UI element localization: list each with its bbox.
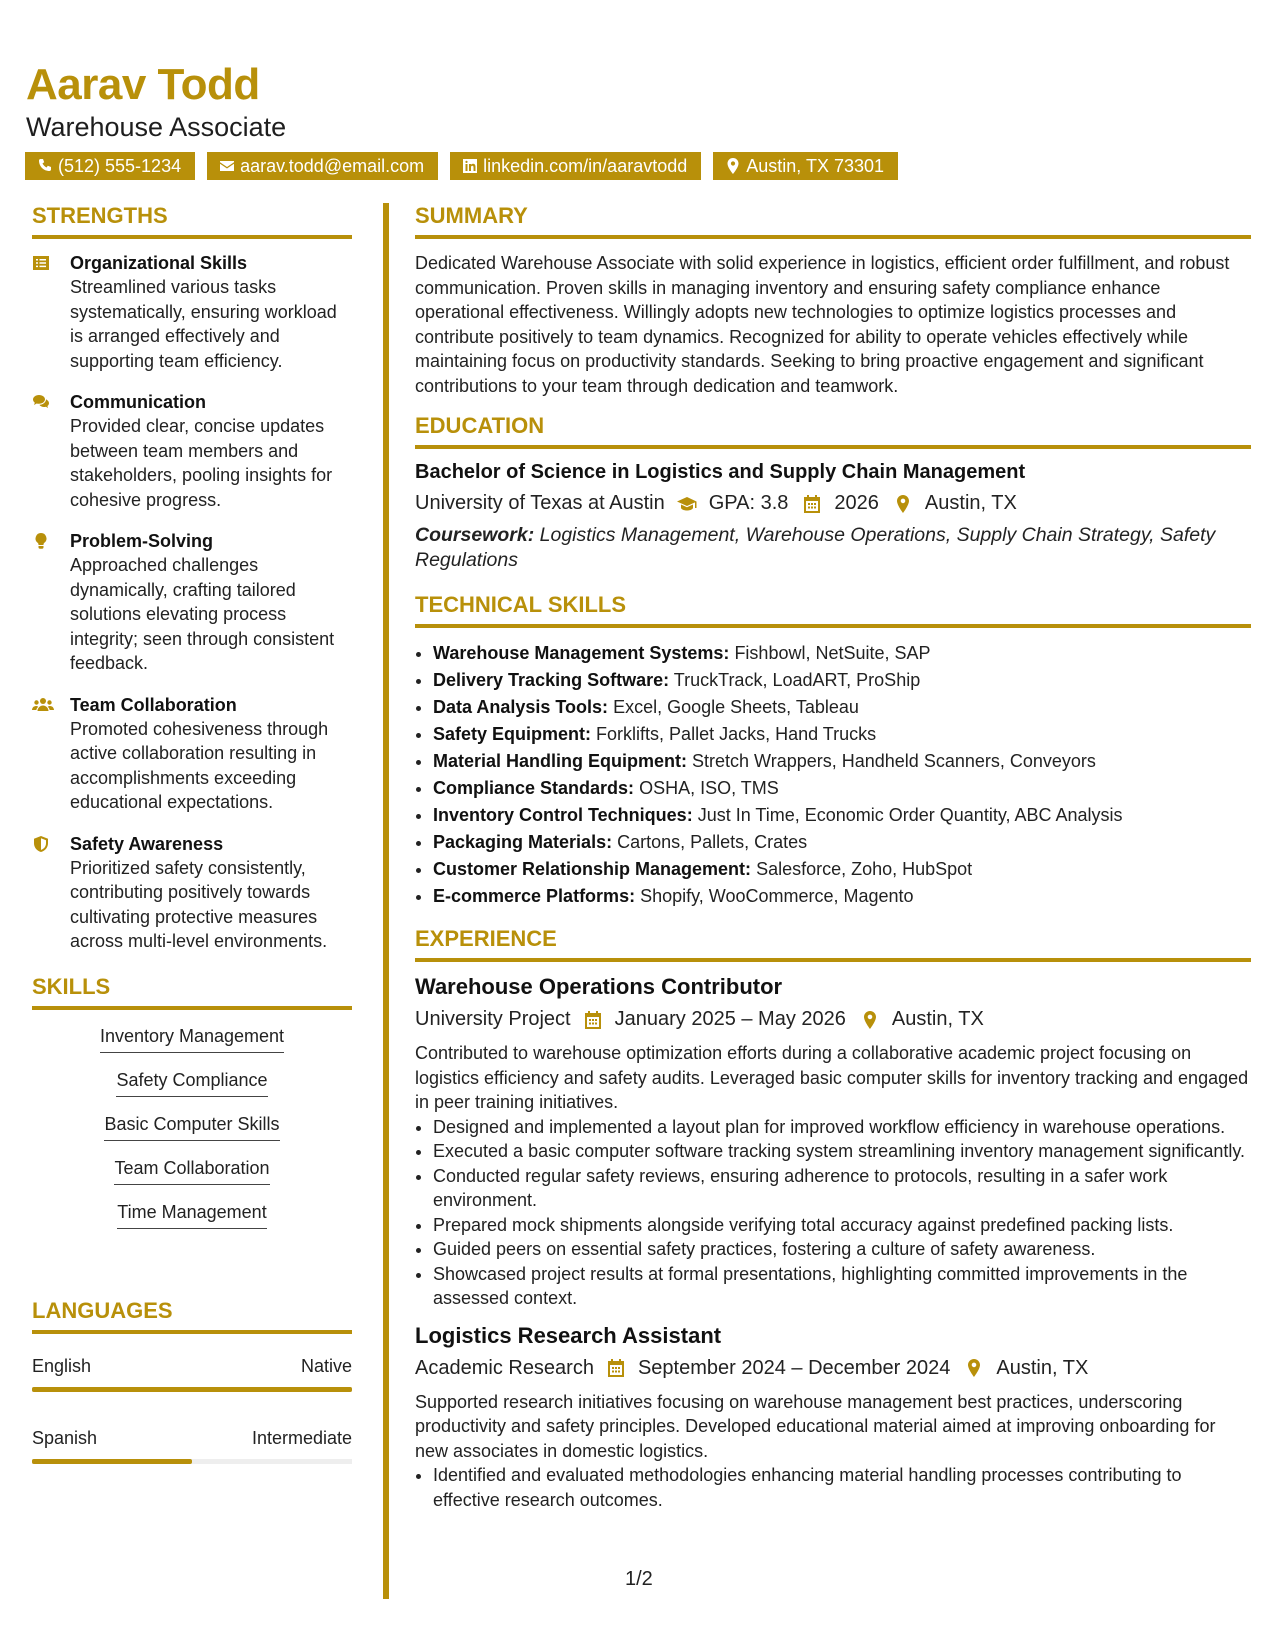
strength-item <box>32 390 352 512</box>
language-level: Native <box>300 1355 352 1376</box>
calendar-icon <box>583 1010 603 1030</box>
coursework <box>415 523 1251 572</box>
tech-skill-label: Data Analysis Tools: <box>433 697 609 717</box>
tech-skill-label: E-commerce Platforms: <box>433 886 636 906</box>
job-dates: January 2025 – May 2026 <box>614 1008 846 1030</box>
calendar-icon <box>606 1358 626 1378</box>
tech-skill-label: Inventory Control Techniques: <box>433 805 693 825</box>
job-location: Austin, TX <box>891 1008 984 1030</box>
list-item <box>433 802 1251 829</box>
job-org: Academic Research <box>415 1356 594 1379</box>
candidate-name: Aarav Todd <box>26 60 260 109</box>
skill-tag: Time Management <box>117 1202 266 1229</box>
language-level: Intermediate <box>251 1427 352 1448</box>
degree-title: Bachelor of Science in Logistics and Supply Chain Management <box>415 461 1026 483</box>
tech-skill-label: Packaging Materials: <box>433 832 613 852</box>
skill-tag: Inventory Management <box>100 1026 284 1053</box>
contact-email[interactable] <box>207 152 438 180</box>
graduation-year: 2026 <box>834 492 879 514</box>
language-name: English <box>32 1355 92 1376</box>
skill-tag: Safety Compliance <box>116 1070 267 1097</box>
tech-skill-label: Material Handling Equipment: <box>433 751 688 771</box>
left-column <box>32 203 352 1464</box>
envelope-icon <box>219 158 235 174</box>
tech-skill-value: OSHA, ISO, TMS <box>639 778 779 798</box>
list-item <box>433 721 1251 748</box>
strength-title: Communication <box>70 392 207 412</box>
users-icon <box>32 696 54 714</box>
job-title: Logistics Research Assistant <box>415 1322 722 1348</box>
education-heading: EDUCATION <box>415 413 1251 449</box>
experience-heading: EXPERIENCE <box>415 926 1251 962</box>
summary-text: Dedicated Warehouse Associate with solid experience in logistics, efficient order fulfillment, and robust communication. Proven skills in managing inventory and ensuring safety compliance enhance operational effectiveness. Willingly adopts new technologies to optimize logistics processes and contribute positively to team dynamics. Recognized for ability to operate vehicles effectively while maintaining focus on productivity standards. Seeking to bring proactive engagement and significant contributions to your team through dedication and teamwork. <box>415 253 1230 396</box>
contact-bar <box>25 152 898 180</box>
strength-item <box>32 529 352 676</box>
map-pin-icon <box>964 1358 984 1378</box>
job-bullets <box>415 1115 1251 1311</box>
language-proficiency-fill <box>32 1459 192 1464</box>
map-pin-icon <box>725 158 741 174</box>
contact-location-text: Austin, TX 73301 <box>746 155 885 176</box>
language-proficiency-bar <box>32 1387 352 1392</box>
strength-title: Safety Awareness <box>70 833 224 854</box>
job-dates: September 2024 – December 2024 <box>637 1356 951 1379</box>
job-entry <box>415 974 1251 1311</box>
tech-skill-value: Fishbowl, NetSuite, SAP <box>734 643 931 663</box>
strength-desc: Promoted cohesiveness through active collaboration resulting in accomplishments exceeding educational expectations. <box>70 718 329 812</box>
lightbulb-icon <box>32 532 50 550</box>
job-bullets <box>415 1463 1251 1512</box>
job-title: Warehouse Operations Contributor <box>415 974 783 999</box>
page-number: 1/2 <box>625 1568 653 1590</box>
coursework-label: Coursework: <box>415 524 535 546</box>
tech-skill-value: Stretch Wrappers, Handheld Scanners, Conveyors <box>692 751 1096 771</box>
linkedin-icon <box>462 158 478 174</box>
coursework-text: Logistics Management, Warehouse Operations, Supply Chain Strategy, Safety Regulations <box>415 524 1216 571</box>
job-description: Contributed to warehouse optimization efforts during a collaborative academic project focusing on logistics efficiency and safety audits. Leveraged basic computer skills for inventory tracking and engaged in peer training initiatives. <box>415 1043 1249 1112</box>
job-location: Austin, TX <box>996 1356 1089 1379</box>
tech-skill-value: Just In Time, Economic Order Quantity, ABC Analysis <box>697 805 1123 825</box>
map-pin-icon <box>860 1010 880 1030</box>
strength-item <box>32 832 352 954</box>
list-item: • Guided peers on essential safety practices, fostering a culture of safety awareness. <box>433 1237 1251 1262</box>
tech-skill-value: TruckTrack, LoadART, ProShip <box>673 670 921 690</box>
list-item <box>433 694 1251 721</box>
strength-desc: Provided clear, concise updates between team members and stakeholders, pooling insights for cohesive progress. <box>70 416 333 510</box>
list-item: • Executed a basic computer software tracking system streamlining inventory management significantly. <box>433 1139 1251 1164</box>
strength-title: Problem-Solving <box>70 531 214 551</box>
language-item <box>32 1428 352 1464</box>
strength-desc: Approached challenges dynamically, crafting tailored solutions elevating process integrity; seen through consistent feedback. <box>70 555 335 673</box>
skills-heading: SKILLS <box>32 974 352 1010</box>
education-meta <box>415 492 1251 515</box>
map-pin-icon <box>893 494 913 514</box>
job-entry <box>415 1323 1251 1513</box>
contact-phone-text: (512) 555-1234 <box>58 155 182 176</box>
contact-phone[interactable] <box>25 152 195 180</box>
languages-heading: LANGUAGES <box>32 1298 352 1334</box>
column-divider <box>383 203 389 1599</box>
list-item <box>433 775 1251 802</box>
tech-skill-value: Forklifts, Pallet Jacks, Hand Trucks <box>596 724 877 744</box>
strength-item <box>32 251 352 373</box>
tech-skill-label: Warehouse Management Systems: <box>433 643 730 663</box>
education-location: Austin, TX <box>924 492 1017 514</box>
gpa: GPA: 3.8 <box>708 492 789 514</box>
summary-heading: SUMMARY <box>415 203 1251 239</box>
tech-skill-label: Delivery Tracking Software: <box>433 670 670 690</box>
phone-icon <box>37 158 53 174</box>
job-meta <box>415 1008 1251 1031</box>
job-description: Supported research initiatives focusing on warehouse management best practices, underscoring productivity and safety principles. Developed educational material aimed at improving onboarding for new associates in domestic logistics. <box>415 1391 1216 1461</box>
technical-skills-list <box>415 640 1251 910</box>
list-item: • Identified and evaluated methodologies enhancing material handling processes contributing to effective research outcomes. <box>433 1463 1251 1512</box>
strengths-heading: STRENGTHS <box>32 203 352 239</box>
right-column <box>415 203 1251 1512</box>
language-proficiency-bar <box>32 1459 352 1464</box>
list-item: • Showcased project results at formal presentations, highlighting committed improvements in the assessed context. <box>433 1262 1251 1311</box>
list-item: • Prepared mock shipments alongside verifying total accuracy against predefined packing lists. <box>433 1213 1251 1238</box>
strength-item <box>32 693 352 815</box>
tech-skill-label: Customer Relationship Management: <box>433 859 752 879</box>
strength-desc: Streamlined various tasks systematically, ensuring workload is arranged effectively and supporting team efficiency. <box>70 277 337 371</box>
list-item <box>433 667 1251 694</box>
job-meta <box>415 1357 1251 1380</box>
list-item <box>433 748 1251 775</box>
tech-skill-value: Salesforce, Zoho, HubSpot <box>756 859 973 879</box>
calendar-icon <box>802 494 822 514</box>
school-name: University of Texas at Austin <box>415 492 665 514</box>
graduation-cap-icon <box>677 494 697 514</box>
list-item: • Conducted regular safety reviews, ensuring adherence to protocols, resulting in a safer work environment. <box>433 1164 1251 1213</box>
list-item <box>433 829 1251 856</box>
skills-list <box>32 1026 352 1246</box>
skill-tag: Basic Computer Skills <box>104 1114 279 1141</box>
tech-skill-label: Safety Equipment: <box>433 724 592 744</box>
technical-skills-heading: TECHNICAL SKILLS <box>415 592 1251 628</box>
contact-linkedin[interactable] <box>450 152 701 180</box>
tech-skill-value: Cartons, Pallets, Crates <box>617 832 808 852</box>
job-org: University Project <box>415 1008 571 1030</box>
list-icon <box>32 254 50 272</box>
contact-linkedin-text: linkedin.com/in/aaravtodd <box>483 155 688 176</box>
contact-location[interactable] <box>713 152 898 180</box>
tech-skill-value: Excel, Google Sheets, Tableau <box>613 697 859 717</box>
contact-email-text: aarav.todd@email.com <box>240 155 425 176</box>
tech-skill-value: Shopify, WooCommerce, Magento <box>640 886 914 906</box>
language-item <box>32 1356 352 1392</box>
language-name: Spanish <box>32 1427 98 1448</box>
job-role: Warehouse Associate <box>26 112 287 142</box>
skill-tag: Team Collaboration <box>114 1158 269 1185</box>
strength-desc: Prioritized safety consistently, contributing positively towards cultivating protective measures across multi-level environments. <box>70 857 328 951</box>
strength-title: Organizational Skills <box>70 253 248 273</box>
list-item <box>433 856 1251 883</box>
language-proficiency-fill <box>32 1387 352 1392</box>
tech-skill-label: Compliance Standards: <box>433 778 635 798</box>
list-item <box>433 883 1251 910</box>
comments-icon <box>32 393 50 411</box>
list-item: • Designed and implemented a layout plan for improved workflow efficiency in warehouse operations. <box>433 1115 1251 1140</box>
shield-icon <box>32 835 50 853</box>
strength-title: Team Collaboration <box>70 694 237 715</box>
list-item <box>433 640 1251 667</box>
